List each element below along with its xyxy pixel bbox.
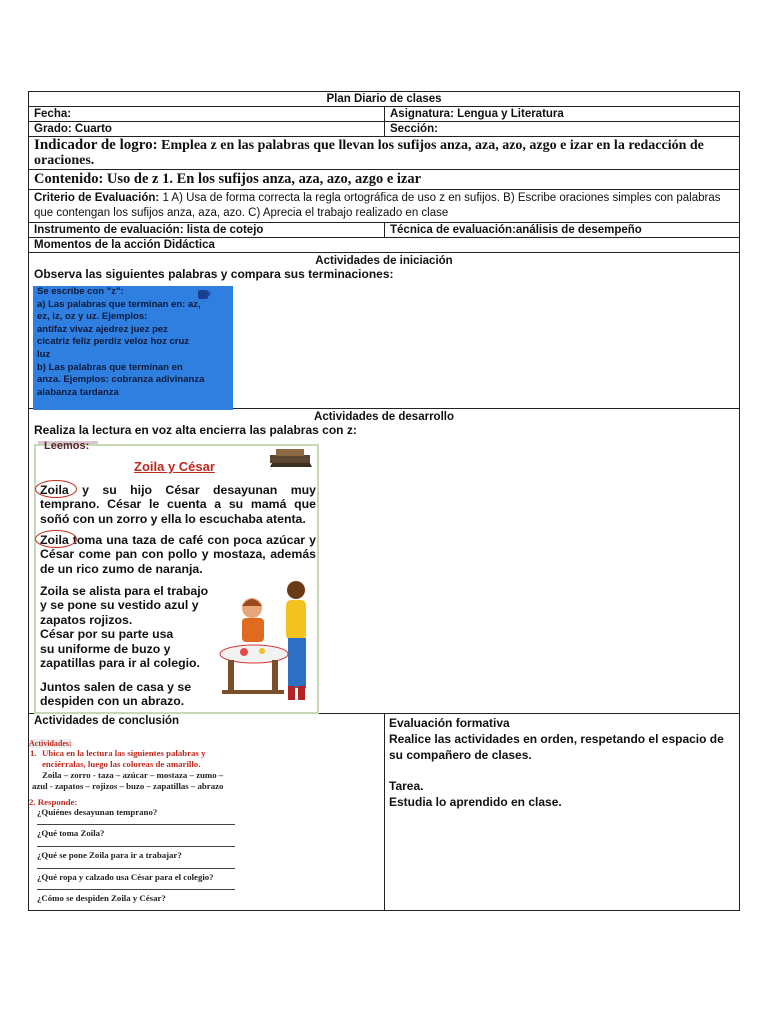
z-rule-line: b) Las palabras que terminan en xyxy=(37,361,183,373)
desarrollo-title: Actividades de desarrollo xyxy=(314,411,454,423)
story-line: su uniforme de buzo y xyxy=(40,641,171,656)
story-line: despiden con un abrazo. xyxy=(40,694,185,709)
indicador-row xyxy=(29,137,739,170)
question-2: ¿Qué toma Zoila? xyxy=(37,828,105,838)
question-1: ¿Quiénes desayunan temprano? xyxy=(37,807,158,817)
books-icon xyxy=(266,445,316,469)
criterio-cell xyxy=(29,190,739,222)
evaluacion-line: Realice las actividades en orden, respetando el espacio de xyxy=(389,732,724,746)
story-paragraph-2: Zoila toma una taza de café con poca azúcar y César come pan con pollo y mostaza, además de un rico zumo de naranja. xyxy=(40,533,316,576)
indicador-cell xyxy=(29,137,739,169)
tarea-label: Tarea. xyxy=(389,779,424,793)
story-paragraph-1: Zoila y su hijo César desayunan muy temprano. César le cuenta a su mamá que soñó con un zorro y ella lo escuchaba atenta. xyxy=(40,483,316,526)
story-title: Zoila y César xyxy=(134,459,215,474)
story-line: Zoila se alista para el trabajo xyxy=(40,584,209,598)
story-line: y se pone su vestido azul y xyxy=(40,598,199,613)
story-line: zapatillas para ir al colegio. xyxy=(40,656,200,671)
circled-word-zoila xyxy=(35,530,77,548)
contenido-text: Contenido: Uso de z 1. En los sufijos anza, aza, azo, azgo e izar xyxy=(34,171,422,187)
fecha-label: Fecha: xyxy=(29,107,385,121)
item-1-line: enciérralas, luego las coloreas de amarillo. xyxy=(42,759,201,769)
seccion-label: Sección: xyxy=(390,123,438,135)
question-4: ¿Qué ropa y calzado usa César para el colegio? xyxy=(37,872,214,882)
z-rule-line: ez, iz, oz y uz. Ejemplos: xyxy=(37,311,148,323)
asignatura-label: Asignatura: Lengua y Literatura xyxy=(390,108,564,120)
item-2-label: 2. Responde: xyxy=(29,797,78,807)
title-row xyxy=(29,92,739,107)
mother-son-illustration xyxy=(214,578,314,708)
momentos-row xyxy=(29,238,739,253)
iniciacion-instruction: Observa las siguientes palabras y compara sus terminaciones: xyxy=(34,267,394,281)
grado-label: Grado: Cuarto xyxy=(29,122,385,136)
contenido-row xyxy=(29,170,739,190)
z-rule-line: Se escribe con "z": xyxy=(37,286,124,297)
criterio-row xyxy=(29,190,739,223)
z-rule-line: alabanza tardanza xyxy=(37,386,119,398)
story-line: César por su parte usa xyxy=(40,627,174,642)
cup-icon xyxy=(197,288,211,300)
iniciacion-title: Actividades de iniciación xyxy=(315,255,453,267)
momentos-label: Momentos de la acción Didáctica xyxy=(34,239,215,251)
conclusion-activities xyxy=(29,737,240,909)
indicador-text: Emplea z en las palabras que llevan los sufijos anza, aza, azo, azgo e izar en la redacción de oraciones. xyxy=(34,138,704,168)
conclusion-title: Actividades de conclusión xyxy=(34,715,180,727)
answer-line xyxy=(37,868,235,869)
instrumento-label: Instrumento de evaluación: lista de cotejo xyxy=(29,223,385,237)
item-1-number: 1. xyxy=(30,748,37,758)
z-rule-line: luz xyxy=(37,348,51,360)
criterio-label: Criterio de Evaluación: xyxy=(34,192,160,204)
story-paragraph-3 xyxy=(40,584,220,670)
z-rule-line: cicatriz feliz perdiz veloz hoz cruz xyxy=(37,336,190,348)
plan-title: Plan Diario de clases xyxy=(326,93,442,105)
z-rule-line: a) Las palabras que terminan en: az, xyxy=(37,298,201,310)
evaluacion-line: su compañero de clases. xyxy=(389,747,532,762)
circled-word-zoila xyxy=(35,480,77,498)
evaluacion-title: Evaluación formativa xyxy=(389,716,510,730)
tarea-text: Estudia lo aprendido en clase. xyxy=(389,795,562,809)
grado-row xyxy=(29,122,739,137)
story-paragraph-4 xyxy=(40,680,220,709)
indicador-label: Indicador de logro: xyxy=(34,137,158,153)
question-5: ¿Cómo se despiden Zoila y César? xyxy=(37,893,166,903)
instrumento-row xyxy=(29,223,739,238)
item-1-instruction xyxy=(42,748,205,770)
evaluacion-text xyxy=(389,732,724,763)
story-header: Leemos: xyxy=(44,440,90,452)
story-line: zapatos rojizos. xyxy=(40,612,133,627)
fecha-row xyxy=(29,107,739,122)
answer-line xyxy=(37,824,235,825)
question-3: ¿Qué se pone Zoila para ir a trabajar? xyxy=(37,850,182,860)
word-list-line: Zoila – zorro - taza – azúcar – mostaza – zumo – xyxy=(42,770,224,780)
answer-line xyxy=(37,889,235,890)
answer-line xyxy=(37,846,235,847)
z-rule-line: anza. Ejemplos: cobranza adivinanza xyxy=(37,374,205,386)
actividades-label: Actividades: xyxy=(29,739,72,748)
item-1-line: Ubica en la lectura las siguientes palabras y xyxy=(42,748,206,758)
tecnica-label: Técnica de evaluación:análisis de desempeño xyxy=(390,224,642,236)
story-line: Juntos salen de casa y se xyxy=(40,680,192,694)
z-rules-box xyxy=(33,286,233,410)
z-rule-line: antifaz vivaz ajedrez juez pez xyxy=(37,323,168,335)
desarrollo-instruction: Realiza la lectura en voz alta encierra las palabras con z: xyxy=(34,423,357,437)
word-list-line: azul - zapatos – rojizos – buzo – zapatillas – abrazo xyxy=(32,781,224,791)
word-list xyxy=(32,770,224,792)
criterio-text: 1 A) Usa de forma correcta la regla ortográfica de uso z en sufijos. B) Escribe oraciones simples con palabras que contengan los sufijos anza, aza, azo. C) Aprecia el trabajo realizado en clase xyxy=(34,192,721,219)
